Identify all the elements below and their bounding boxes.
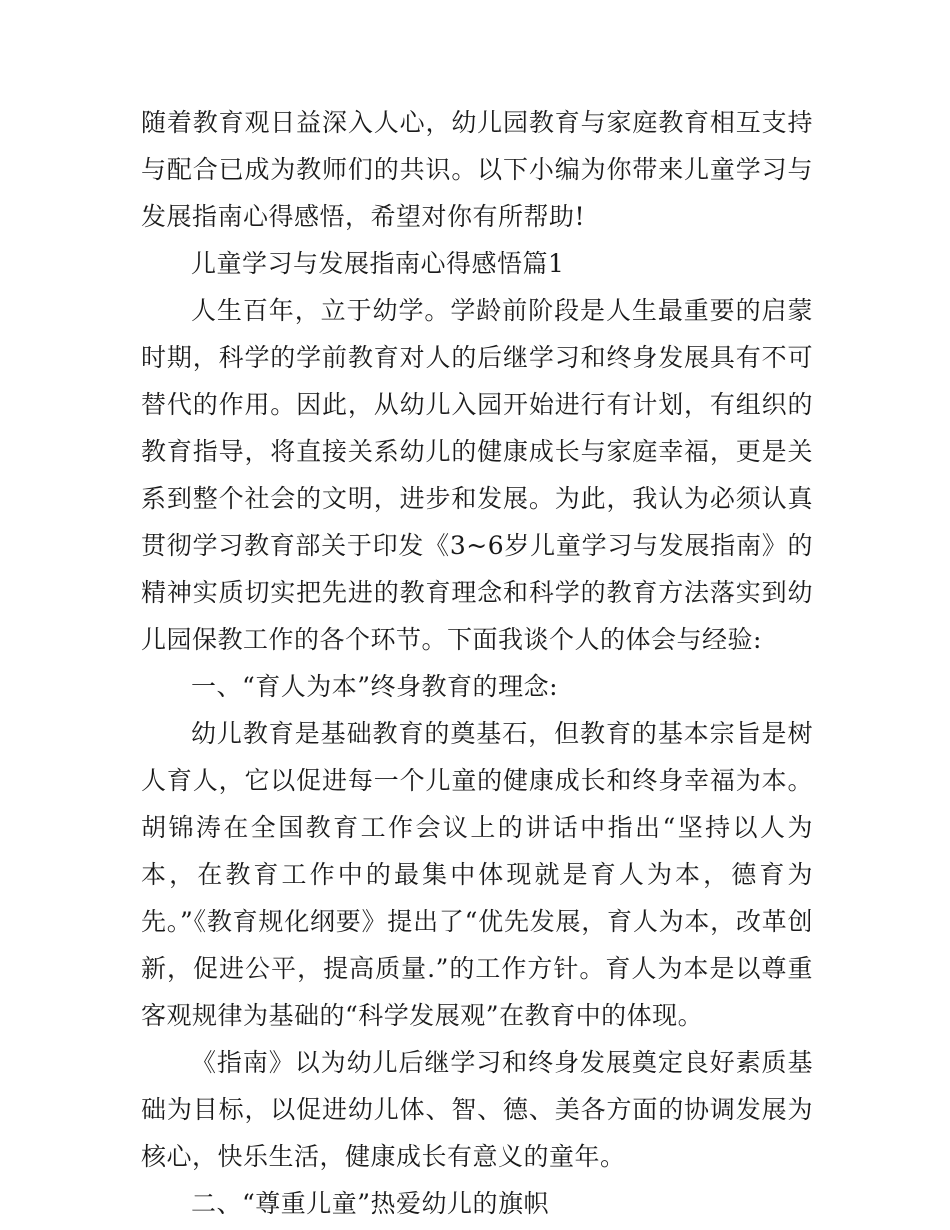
document-body [141, 99, 813, 1227]
section-heading-2: 二、“尊重儿童”热爱幼儿的旗帜 [191, 1189, 550, 1218]
intro-paragraph: 随着教育观日益深入人心，幼儿园教育与家庭教育相互支持与配合已成为教师们的共识。以下小编为你带来儿童学习与发展指南心得感悟，希望对你有所帮助! [141, 108, 813, 231]
body-paragraph-1: 人生百年，立于幼学。学龄前阶段是人生最重要的启蒙时期，科学的学前教育对人的后继学习和终身发展具有不可替代的作用。因此，从幼儿入园开始进行有计划，有组织的教育指导，将直接关系幼儿的健康成长与家庭幸福，更是关系到整个社会的文明，进步和发展。为此，我认为必须认真贯彻学习教育部关于印发《3~6岁儿童学习与发展指南》的精神实质切实把先进的教育理念和科学的教育方法落实到幼儿园保教工作的各个环节。下面我谈个人的体会与经验: [141, 296, 813, 654]
article-title: 儿童学习与发展指南心得感悟篇1 [191, 249, 565, 278]
section-heading-1: 一、“育人为本”终身教育的理念: [191, 672, 558, 701]
body-paragraph-2: 幼儿教育是基础教育的奠基石，但教育的基本宗旨是树人育人，它以促进每一个儿童的健康成长和终身幸福为本。胡锦涛在全国教育工作会议上的讲话中指出“坚持以人为本，在教育工作中的最集中体现就是育人为本，德育为先。”《教育规化纲要》提出了“优先发展，育人为本，改革创新，促进公平，提高质量.”的工作方针。育人为本是以尊重客观规律为基础的“科学发展观”在教育中的体现。 [141, 719, 813, 1030]
body-paragraph-3: 《指南》以为幼儿后继学习和终身发展奠定良好素质基础为目标，以促进幼儿体、智、德、美各方面的协调发展为核心，快乐生活，健康成长有意义的童年。 [141, 1048, 813, 1171]
